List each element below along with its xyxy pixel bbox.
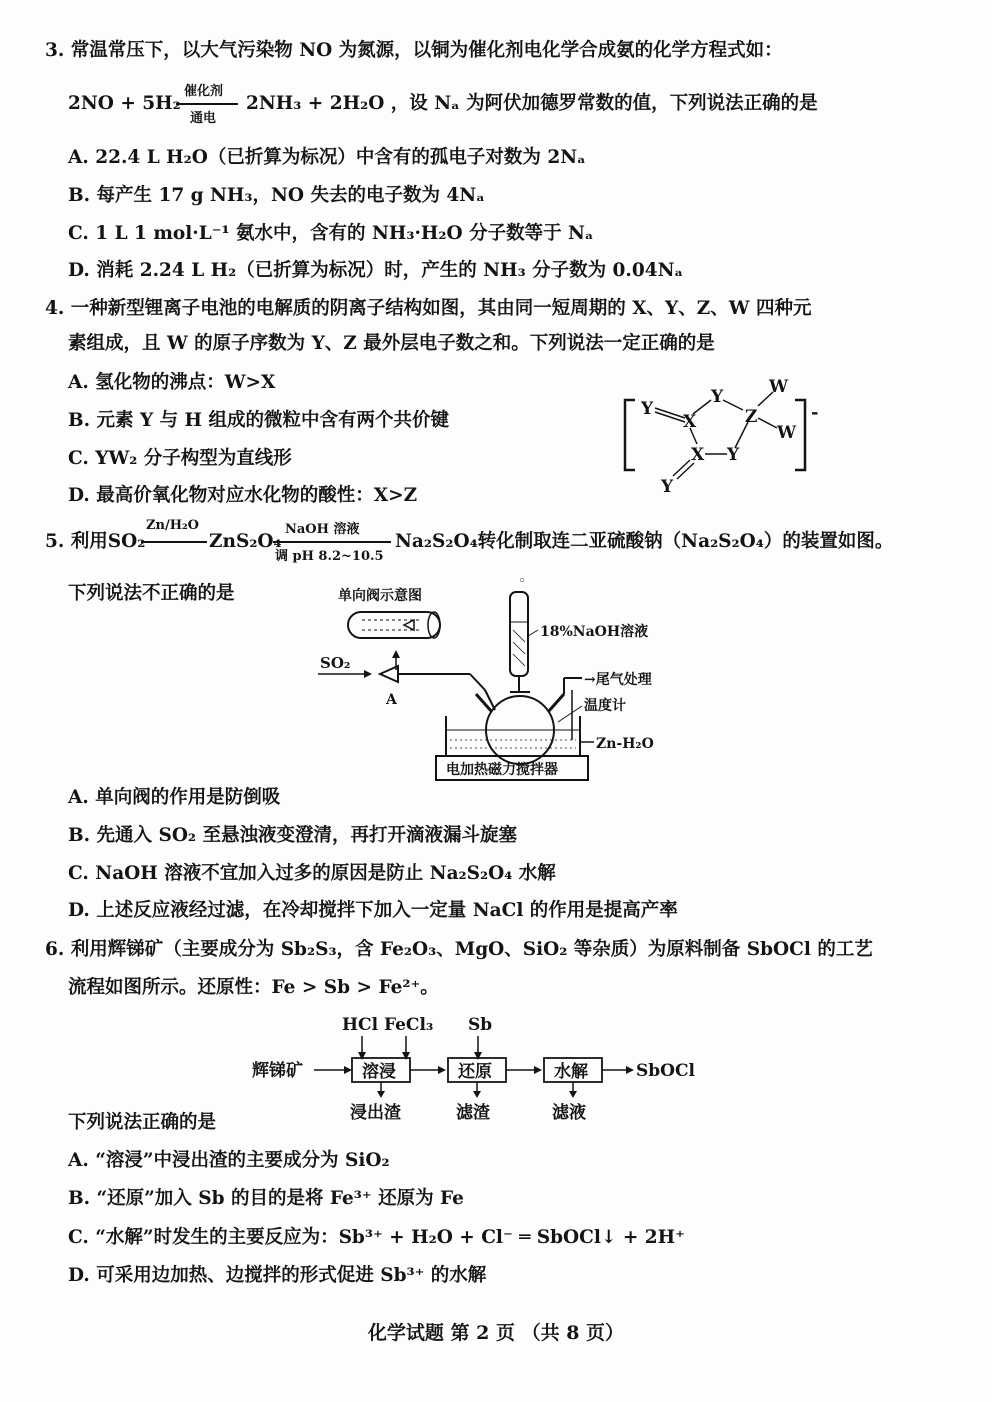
q5-arrow1-reagent: Zn/H₂O <box>146 518 199 533</box>
flow-start: 辉锑矿 <box>252 1061 303 1081</box>
q5-stem-line2: 下列说法不正确的是 <box>68 583 235 604</box>
zn-water-label: Zn-H₂O <box>596 736 654 752</box>
q3-eq-catalyst: 催化剂 <box>184 84 224 99</box>
q4-option-c: C. YW₂ 分子构型为直线形 <box>68 448 292 469</box>
atom-w-2: W <box>777 423 797 443</box>
q5-arrow1 <box>141 541 207 543</box>
flow-box-hydrolysis: 水解 <box>554 1062 588 1082</box>
q3-option-d: D. 消耗 2.24 L H₂（已折算为标况）时，产生的 NH₃ 分子数为 0.04Nₐ <box>68 260 684 281</box>
so2-label: SO₂ <box>320 654 351 672</box>
thermometer-label: 温度计 <box>584 698 626 714</box>
q3-eq-right: 2NH₃ + 2H₂O ，设 Nₐ 为阿伏加德罗常数的值，下列说法正确的是 <box>246 93 818 114</box>
valve-a-label: A <box>386 692 397 708</box>
q3-option-c: C. 1 L 1 mol·L⁻¹ 氨水中，含有的 NH₃·H₂O 分子数等于 Nₐ <box>68 223 594 244</box>
q4-stem-line1: 4. 一种新型锂离子电池的电解质的阴离子结构如图，其由同一短周期的 X、Y、Z、W 四种元 <box>45 298 812 319</box>
q4-option-d: D. 最高价氧化物对应水化物的酸性：X>Z <box>68 485 418 506</box>
q5-arrow2 <box>273 541 391 543</box>
q5-apparatus-diagram <box>310 570 710 785</box>
flow-box-leach: 溶浸 <box>362 1062 396 1082</box>
flow-product: SbOCl <box>636 1061 695 1081</box>
q5-stem-lead: 5. 利用SO₂ <box>45 531 146 552</box>
heater-label: 电加热磁力搅拌器 <box>446 762 558 778</box>
atom-y-1: Y <box>641 399 654 419</box>
atom-y-3: Y <box>727 445 740 465</box>
page-footer: 化学试题 第 2 页 （共 8 页） <box>367 1322 625 1344</box>
q5-stem-line1 <box>45 518 945 566</box>
valve-title: 单向阀示意图 <box>338 588 422 604</box>
atom-y-2: Y <box>711 387 724 407</box>
atom-x-1: X <box>683 412 697 432</box>
flow-out-filtrate: 滤液 <box>552 1103 586 1123</box>
q6-option-a: A. “溶浸”中浸出渣的主要成分为 SiO₂ <box>68 1150 390 1171</box>
q5-option-c: C. NaOH 溶液不宜加入过多的原因是防止 Na₂S₂O₄ 水解 <box>68 863 556 884</box>
flow-box-reduce: 还原 <box>458 1062 492 1082</box>
q3-eq-condition: 通电 <box>190 111 217 126</box>
flow-out-filter-residue: 滤渣 <box>456 1103 490 1123</box>
q4-option-b: B. 元素 Y 与 H 组成的微粒中含有两个共价键 <box>68 410 449 431</box>
q4-anion-structure-diagram <box>615 370 840 500</box>
q3-stem: 3. 常温常压下，以大气污染物 NO 为氮源，以铜为催化剂电化学合成氨的化学方程式如： <box>45 40 783 61</box>
q5-arrow2-reagent: NaOH 溶液 <box>285 522 360 537</box>
q5-arrow2-condition: 调 pH 8.2~10.5 <box>275 549 384 564</box>
q3-option-a: A. 22.4 L H₂O（已折算为标况）中含有的孤电子对数为 2Nₐ <box>68 147 586 168</box>
tail-gas-label: →尾气处理 <box>584 672 652 688</box>
q6-option-d: D. 可采用边加热、边搅拌的形式促进 Sb³⁺ 的水解 <box>68 1265 487 1286</box>
q4-stem-line2: 素组成，且 W 的原子序数为 Y、Z 最外层电子数之和。下列说法一定正确的是 <box>68 333 715 354</box>
q4-option-a: A. 氢化物的沸点：W>X <box>68 372 276 393</box>
atom-z: Z <box>745 407 758 427</box>
svg-text:◦: ◦ <box>518 574 526 589</box>
q5-option-a: A. 单向阀的作用是防倒吸 <box>68 787 281 808</box>
atom-y-4: Y <box>661 477 674 497</box>
q6-stem-line1: 6. 利用辉锑矿（主要成分为 Sb₂S₃，含 Fe₂O₃、MgO、SiO₂ 等杂质）为原料制备 SbOCl 的工艺 <box>45 939 873 960</box>
q5-option-d: D. 上述反应液经过滤，在冷却搅拌下加入一定量 NaCl 的作用是提高产率 <box>68 900 678 921</box>
naoh-label: 18%NaOH溶液 <box>540 624 649 640</box>
flow-reagent-2: Sb <box>468 1015 493 1035</box>
q3-option-b: B. 每产生 17 g NH₃，NO 失去的电子数为 4Nₐ <box>68 185 485 206</box>
q5-option-b: B. 先通入 SO₂ 至悬浊液变澄清，再打开滴液漏斗旋塞 <box>68 825 517 846</box>
flow-reagent-1: HCl FeCl₃ <box>342 1015 434 1035</box>
q5-intermediate: ZnS₂O₄ <box>209 531 282 552</box>
atom-x-2: X <box>691 445 705 465</box>
anion-charge: - <box>811 402 819 423</box>
q3-eq-left: 2NO + 5H₂ <box>68 93 181 114</box>
q5-stem-tail: Na₂S₂O₄转化制取连二亚硫酸钠（Na₂S₂O₄）的装置如图。 <box>395 531 894 552</box>
q3-eq-arrow <box>176 103 238 105</box>
q6-stem-line3: 下列说法正确的是 <box>68 1112 217 1133</box>
q6-stem-line2: 流程如图所示。还原性：Fe > Sb > Fe²⁺。 <box>68 977 439 998</box>
q6-flowchart <box>250 1010 720 1125</box>
q6-option-b: B. “还原”加入 Sb 的目的是将 Fe³⁺ 还原为 Fe <box>68 1188 464 1209</box>
flow-out-residue: 浸出渣 <box>350 1103 401 1123</box>
atom-w-1: W <box>769 377 789 397</box>
q6-option-c: C. “水解”时发生的主要反应为：Sb³⁺ + H₂O + Cl⁻ ═ SbOCl↓ + 2H⁺ <box>68 1227 685 1248</box>
